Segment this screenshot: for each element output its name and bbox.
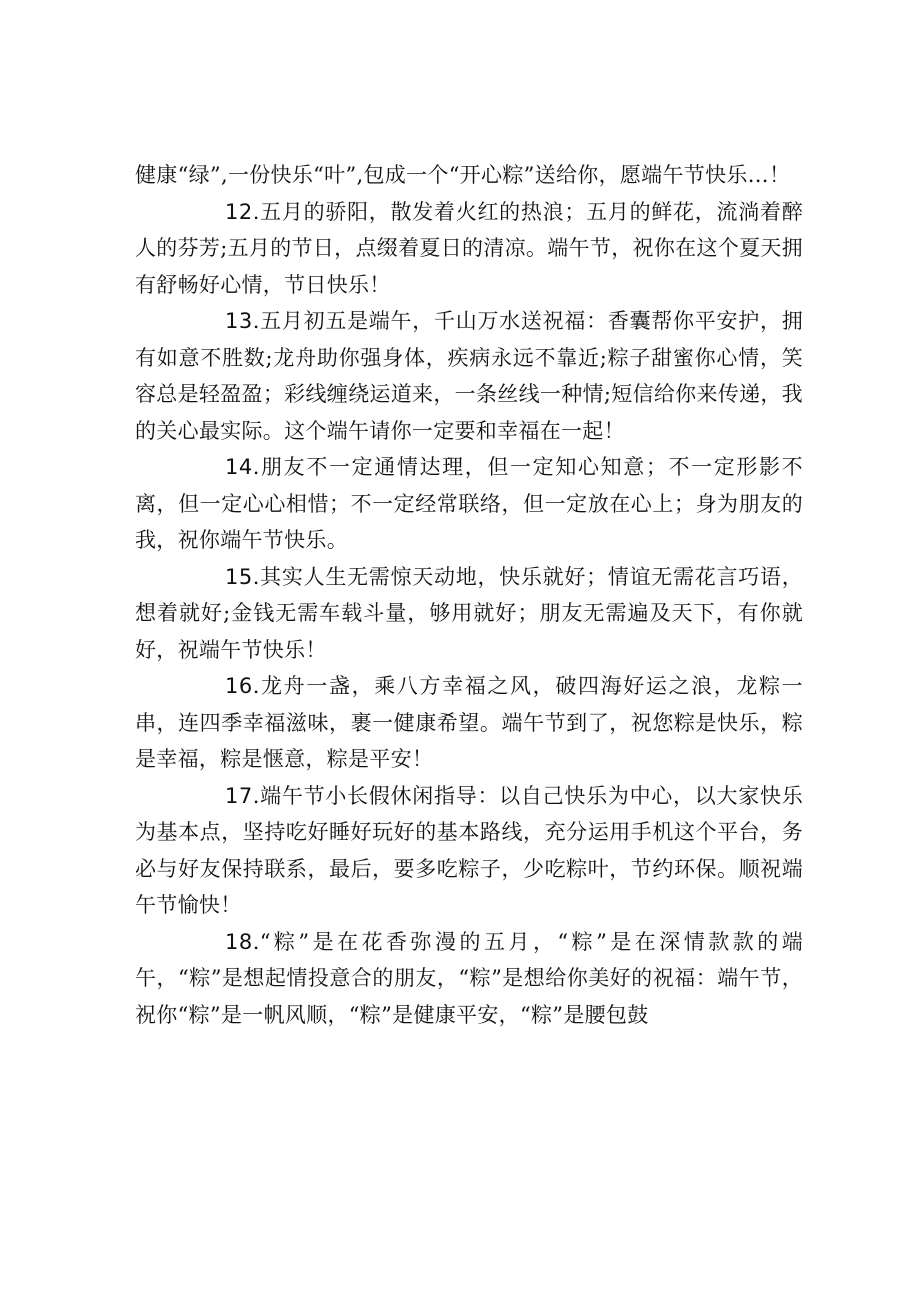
paragraph-17 <box>135 778 803 924</box>
paragraph-13 <box>135 303 803 449</box>
paragraph-15 <box>135 559 803 669</box>
paragraph-continuation <box>135 157 803 194</box>
document-body <box>135 157 803 1033</box>
paragraph-text: .五月初五是端午，千山万水送祝福：香囊帮你平安护，拥有如意不胜数;龙舟助你强身体，疾病永远不靠近;粽子甜蜜你心情，笑容总是轻盈盈；彩线缠绕运道来，一条丝线一种情;短信给你来传递，我的关心最实际。这个端午请你一定要和幸福在一起！ <box>135 309 803 443</box>
paragraph-text: .五月的骄阳，散发着火红的热浪；五月的鲜花，流淌着醉人的芬芳;五月的节日，点缀着夏日的清凉。端午节，祝你在这个夏天拥有舒畅好心情，节日快乐！ <box>135 199 803 297</box>
paragraph-14 <box>135 449 803 559</box>
paragraph-text: .龙舟一盏，乘八方幸福之风，破四海好运之浪，龙粽一串，连四季幸福滋味，裹一健康希望。端午节到了，祝您粽是快乐，粽是幸福，粽是惬意，粽是平安！ <box>135 674 803 771</box>
paragraph-text: .端午节小长假休闲指导：以自己快乐为中心，以大家快乐为基本点，坚持吃好睡好玩好的基本路线，充分运用手机这个平台，务必与好友保持联系，最后，要多吃粽子，少吃粽叶，节约环保。顺祝端午节愉快！ <box>135 783 803 917</box>
paragraph-number: 17 <box>225 783 253 808</box>
paragraph-number: 15 <box>225 564 253 589</box>
paragraph-16 <box>135 668 803 778</box>
paragraph-number: 14 <box>225 455 253 479</box>
paragraph-number: 12 <box>225 199 253 224</box>
paragraph-text: .“粽”是在花香弥漫的五月，“粽”是在深情款款的端午，“粽”是想起情投意合的朋友，“粽”是想给你美好的祝福：端午节，祝你“粽”是一帆风顺，“粽”是健康平安，“粽”是腰包鼓 <box>135 929 803 1027</box>
paragraph-number: 13 <box>225 309 253 333</box>
paragraph-text: 健康“绿”,一份快乐“叶”,包成一个“开心粽”送给你，愿端午节快乐…！ <box>135 163 791 187</box>
paragraph-18 <box>135 924 803 1034</box>
paragraph-12 <box>135 194 803 304</box>
paragraph-number: 16 <box>225 674 253 698</box>
paragraph-number: 18 <box>225 929 253 954</box>
paragraph-text: .其实人生无需惊天动地，快乐就好；情谊无需花言巧语，想着就好;金钱无需车载斗量，够用就好；朋友无需遍及天下，有你就好，祝端午节快乐！ <box>135 564 803 662</box>
paragraph-text: .朋友不一定通情达理，但一定知心知意；不一定形影不离，但一定心心相惜；不一定经常联络，但一定放在心上；身为朋友的我，祝你端午节快乐。 <box>135 455 803 552</box>
